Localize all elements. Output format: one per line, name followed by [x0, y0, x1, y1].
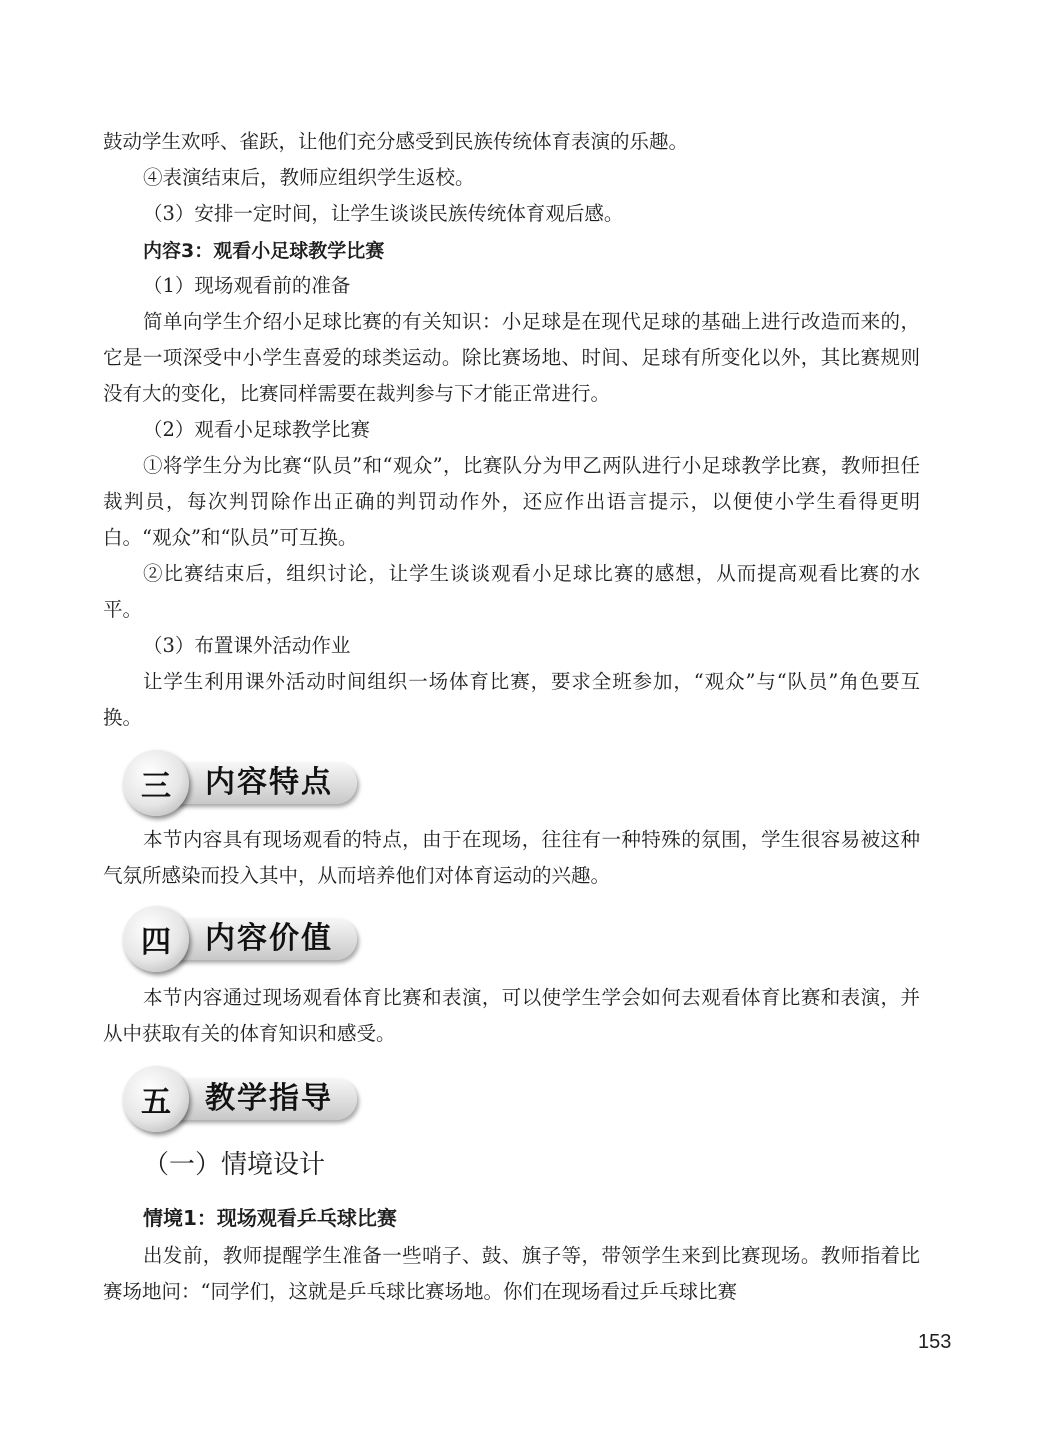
paragraph-return-school: ④表演结束后，教师应组织学生返校。 [143, 166, 475, 189]
paragraph-step-3-discussion: （3）安排一定时间，让学生谈谈民族传统体育观后感。 [143, 202, 624, 225]
subheading-situation-design: （一）情境设计 [143, 1150, 326, 1180]
paragraph-cheer: 鼓动学生欢呼、雀跃，让他们充分感受到民族传统体育表演的乐趣。 [103, 130, 689, 153]
paragraph-homework-detail: 让学生利用课外活动时间组织一场体育比赛，要求全班参加，“观众”与“队员”角色要互换。 [103, 670, 920, 729]
section-number-badge [123, 750, 189, 816]
section-header-3 [123, 750, 363, 816]
section-header-5 [123, 1066, 363, 1132]
paragraph-table-tennis: 出发前，教师提醒学生准备一些哨子、鼓、旗子等，带领学生来到比赛现场。教师指着比赛场地问：“同学们，这就是乒乓球比赛场地。你们在现场看过乒乓球比赛 [103, 1244, 920, 1303]
section-number-badge [123, 906, 189, 972]
section-title: 内容特点 [205, 765, 333, 800]
paragraph-discussion: ②比赛结束后，组织讨论，让学生谈谈观看小足球比赛的感想，从而提高观看比赛的水平。 [103, 562, 920, 621]
section-number: 四 [141, 925, 171, 960]
subheading-content-3: 内容3：观看小足球教学比赛 [143, 240, 385, 262]
section-number: 五 [141, 1085, 171, 1120]
page-number: 153 [918, 1331, 952, 1353]
section-header-4 [123, 906, 363, 972]
paragraph-value: 本节内容通过现场观看体育比赛和表演，可以使学生学会如何去观看体育比赛和表演，并从中获取有关的体育知识和感受。 [103, 986, 920, 1045]
section-number: 三 [141, 769, 171, 804]
paragraph-split-teams: ①将学生分为比赛“队员”和“观众”，比赛队分为甲乙两队进行小足球教学比赛，教师担任裁判员，每次判罚除作出正确的判罚动作外，还应作出语言提示，以便使小学生看得更明白。“观众”和“队员”可互换。 [103, 454, 920, 549]
paragraph-step-1-prepare: （1）现场观看前的准备 [143, 274, 351, 297]
paragraph-features: 本节内容具有现场观看的特点，由于在现场，往往有一种特殊的氛围，学生很容易被这种气氛所感染而投入其中，从而培养他们对体育运动的兴趣。 [103, 828, 920, 887]
subheading-situation-1: 情境1：现场观看乒乓球比赛 [143, 1206, 397, 1230]
paragraph-step-3-homework: （3）布置课外活动作业 [143, 634, 351, 657]
section-title: 教学指导 [205, 1081, 333, 1116]
paragraph-football-intro: 简单向学生介绍小足球比赛的有关知识：小足球是在现代足球的基础上进行改造而来的，它是一项深受中小学生喜爱的球类运动。除比赛场地、时间、足球有所变化以外，其比赛规则没有大的变化，比赛同样需要在裁判参与下才能正常进行。 [103, 310, 920, 405]
paragraph-step-2-watch: （2）观看小足球教学比赛 [143, 418, 370, 441]
section-title: 内容价值 [205, 921, 333, 956]
section-number-badge [123, 1066, 189, 1132]
